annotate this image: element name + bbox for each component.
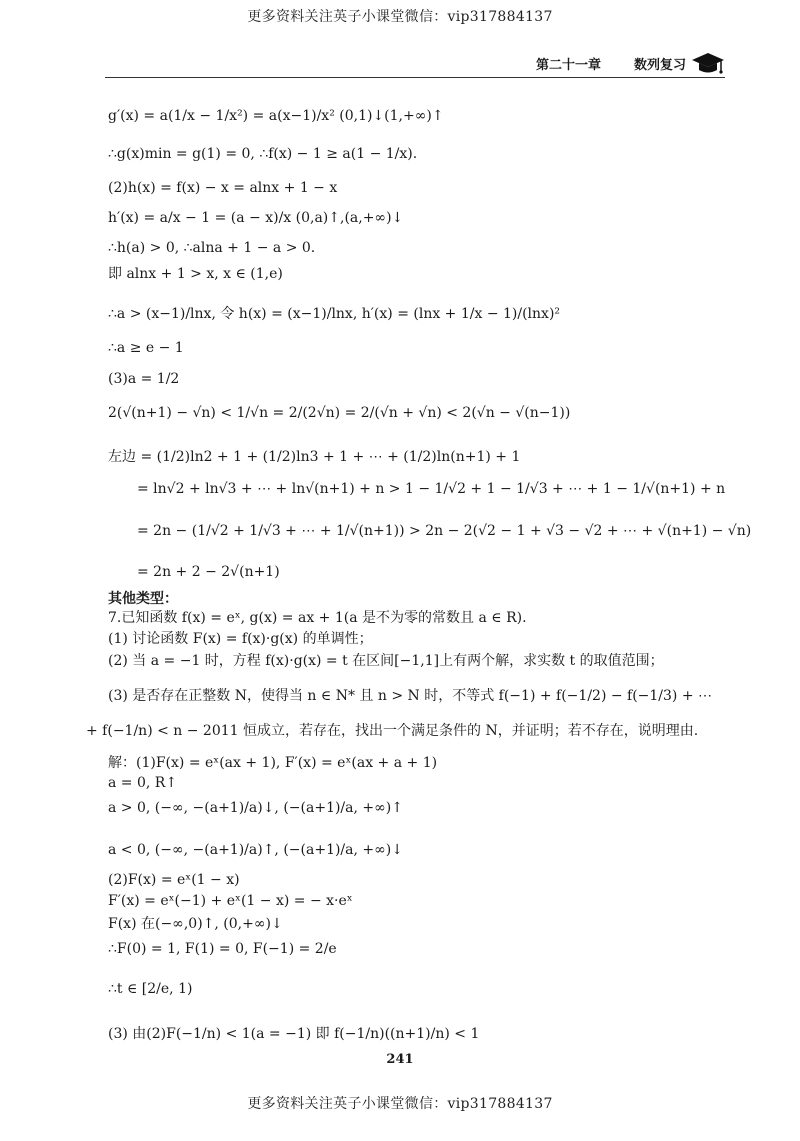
solution-line: a < 0, (−∞, −(a+1)/a)↑, (−(a+1)/a, +∞)↓ (108, 842, 403, 858)
math-line: ∴a ≥ e − 1 (108, 340, 184, 356)
watermark-top: 更多资料关注英子小课堂微信：vip317884137 (247, 9, 553, 25)
chapter-label: 第二十一章 (536, 58, 602, 73)
math-line: 左边 = (1/2)ln2 + 1 + (1/2)ln3 + 1 + ⋯ + (1/2)ln(n+1) + 1 (108, 449, 521, 465)
math-line: = 2n − (1/√2 + 1/√3 + ⋯ + 1/√(n+1)) > 2n − 2(√2 − 1 + √3 − √2 + ⋯ + √(n+1) − √n) (137, 523, 752, 539)
math-line: (3)a = 1/2 (108, 371, 180, 387)
math-line: = 2n + 2 − 2√(n+1) (137, 564, 280, 580)
solution-line: a = 0, R↑ (108, 775, 178, 791)
solution-line: F(x) 在(−∞,0)↑, (0,+∞)↓ (108, 916, 283, 932)
math-line: ∴a > (x−1)/lnx, 令 h(x) = (x−1)/lnx, h′(x) = (lnx + 1/x − 1)/(lnx)² (108, 306, 561, 322)
solution-line: (2)F(x) = eˣ(1 − x) (108, 872, 240, 888)
watermark-bottom: 更多资料关注英子小课堂微信：vip317884137 (247, 1096, 553, 1112)
math-line: ∴g(x)min = g(1) = 0, ∴f(x) − 1 ≥ a(1 − 1/x). (108, 146, 418, 162)
problem-part: + f(−1/n) < n − 2011 恒成立，若存在，找出一个满足条件的 N，并证明；若不存在，说明理由. (86, 723, 699, 739)
math-line: 即 alnx + 1 > x, x ∈ (1,e) (108, 266, 283, 282)
solution-line: 解：(1)F(x) = eˣ(ax + 1), F′(x) = eˣ(ax + a + 1) (108, 755, 438, 771)
section-heading: 其他类型： (108, 591, 178, 607)
math-line: (2)h(x) = f(x) − x = alnx + 1 − x (108, 180, 338, 196)
page-number: 241 (386, 1052, 414, 1067)
header-rule (105, 77, 725, 78)
running-header (530, 50, 730, 76)
solution-line: a > 0, (−∞, −(a+1)/a)↓, (−(a+1)/a, +∞)↑ (108, 800, 403, 816)
problem-statement: 7.已知函数 f(x) = eˣ, g(x) = ax + 1(a 是不为零的常数且 a ∈ R). (108, 610, 527, 626)
math-line: = ln√2 + ln√3 + ⋯ + ln√(n+1) + n > 1 − 1/√2 + 1 − 1/√3 + ⋯ + 1 − 1/√(n+1) + n (137, 481, 726, 497)
problem-part: (2) 当 a = −1 时，方程 f(x)·g(x) = t 在区间[−1,1]上有两个解，求实数 t 的取值范围； (108, 653, 664, 669)
solution-line: (3) 由(2)F(−1/n) < 1(a = −1) 即 f(−1/n)((n+1)/n) < 1 (108, 1026, 480, 1042)
math-line: g′(x) = a(1/x − 1/x²) = a(x−1)/x² (0,1)↓(1,+∞)↑ (108, 108, 444, 124)
problem-part: (1) 讨论函数 F(x) = f(x)·g(x) 的单调性； (108, 631, 373, 647)
solution-line: ∴F(0) = 1, F(1) = 0, F(−1) = 2/e (108, 941, 337, 957)
math-line: 2(√(n+1) − √n) < 1/√n = 2/(2√n) = 2/(√n + √n) < 2(√n − √(n−1)) (108, 405, 571, 421)
solution-line: F′(x) = eˣ(−1) + eˣ(1 − x) = − x·eˣ (108, 893, 353, 909)
graduation-cap-icon (690, 50, 726, 80)
math-line: h′(x) = a/x − 1 = (a − x)/x (0,a)↑,(a,+∞)↓ (108, 210, 404, 226)
solution-line: ∴t ∈ [2/e, 1) (108, 981, 193, 997)
problem-part: (3) 是否存在正整数 N，使得当 n ∈ N* 且 n > N 时，不等式 f(−1) + f(−1/2) − f(−1/3) + ⋯ (108, 688, 713, 704)
math-line: ∴h(a) > 0, ∴alna + 1 − a > 0. (108, 240, 316, 256)
section-label: 数列复习 (634, 58, 687, 73)
